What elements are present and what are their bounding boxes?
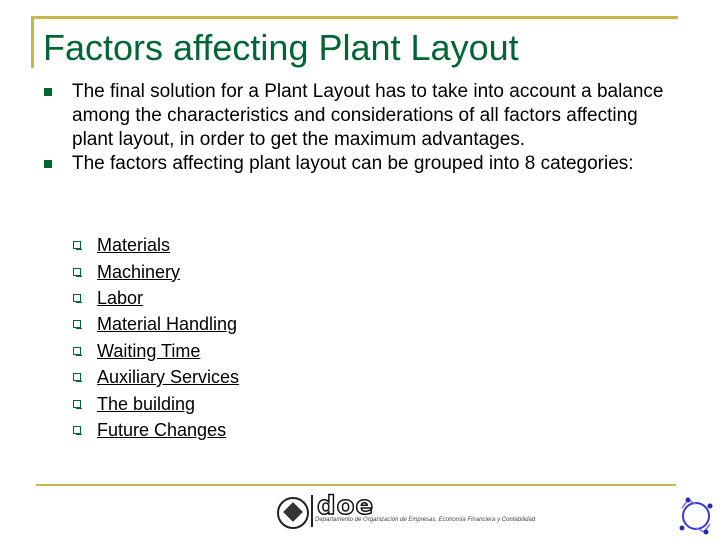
category-link[interactable]: The building: [97, 393, 196, 414]
department-logo: [277, 491, 536, 531]
bullet-text: The final solution for a Plant Layout has to take into account a balance among the characteristics and considerations of all factors affecting plant layout, in order to get the maximum advantages.: [72, 81, 664, 150]
footer-divider: [36, 484, 676, 486]
bullet-item: [44, 152, 684, 176]
category-item[interactable]: [73, 232, 239, 258]
box-bullet-icon: [73, 373, 81, 381]
box-bullet-icon: [73, 320, 81, 328]
box-bullet-icon: [73, 347, 81, 355]
category-item[interactable]: [73, 364, 239, 390]
logo-wordmark: doe: [317, 491, 375, 521]
bullet-item: [44, 80, 684, 152]
category-link[interactable]: Labor: [97, 287, 144, 308]
category-item[interactable]: [73, 338, 239, 364]
category-list: [73, 232, 239, 443]
slide-title: Factors affecting Plant Layout: [43, 27, 519, 68]
bullet-list: [44, 80, 684, 176]
category-link[interactable]: Waiting Time: [97, 340, 201, 361]
box-bullet-icon: [73, 294, 81, 302]
category-item[interactable]: [73, 417, 239, 443]
bullet-text: The factors affecting plant layout can be grouped into 8 categories:: [72, 153, 634, 174]
category-link[interactable]: Future Changes: [97, 419, 227, 440]
category-link[interactable]: Machinery: [97, 261, 181, 282]
square-bullet-icon: [44, 160, 52, 168]
category-item[interactable]: [73, 311, 239, 337]
corner-decoration-icon: [676, 496, 716, 536]
category-link[interactable]: Auxiliary Services: [97, 367, 240, 388]
box-bullet-icon: [73, 426, 81, 434]
title-frame-top-line: [34, 16, 678, 19]
category-item[interactable]: [73, 390, 239, 416]
title-frame-left-line: [31, 16, 34, 68]
logo-emblem-icon: [277, 497, 309, 529]
box-bullet-icon: [73, 400, 81, 408]
box-bullet-icon: [73, 268, 81, 276]
category-item[interactable]: [73, 285, 239, 311]
box-bullet-icon: [73, 241, 81, 249]
square-bullet-icon: [44, 88, 52, 96]
logo-divider: [311, 495, 313, 527]
logo-subtext: Departamento de Organización de Empresas, Economía Financiera y Contabilidad: [315, 517, 536, 523]
category-link[interactable]: Material Handling: [97, 314, 238, 335]
category-link[interactable]: Materials: [97, 235, 171, 256]
category-item[interactable]: [73, 258, 239, 284]
